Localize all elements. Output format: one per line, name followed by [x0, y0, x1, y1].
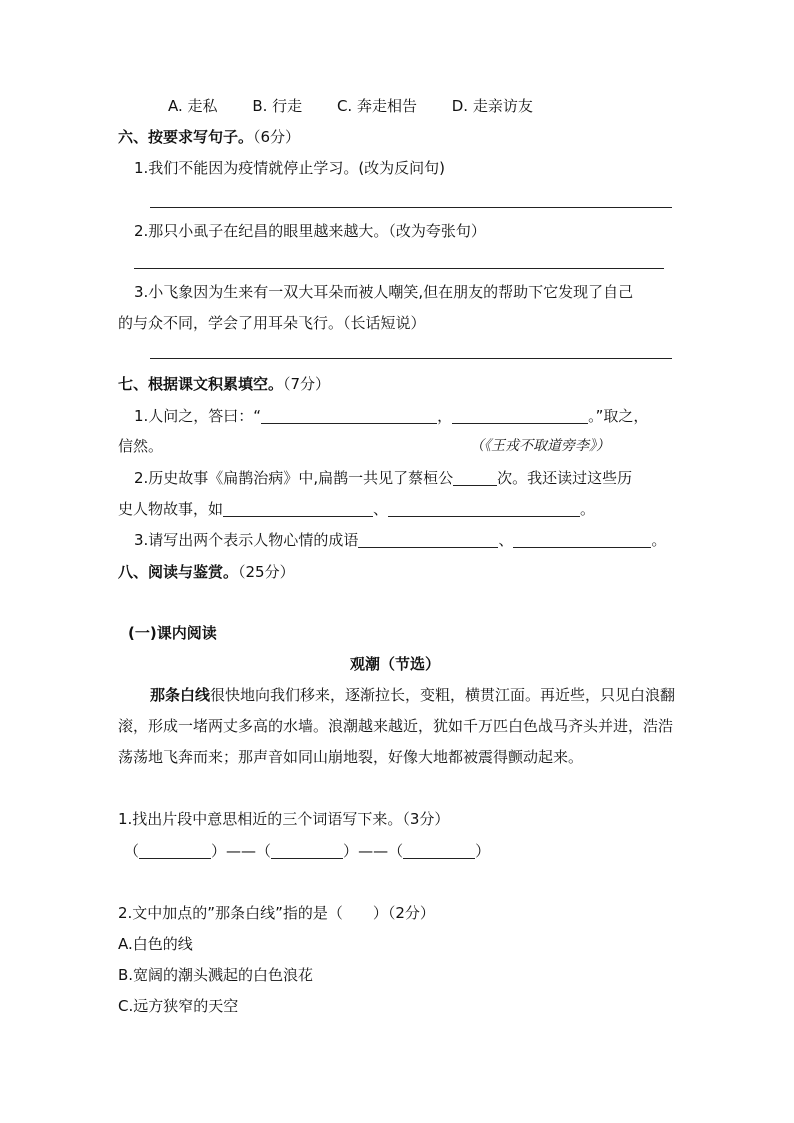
answer-line[interactable]: [134, 268, 664, 269]
blank[interactable]: [358, 532, 498, 548]
section-6-score: （6分）: [253, 128, 301, 146]
section-6-heading: [118, 130, 300, 145]
section-8-heading: [118, 565, 295, 580]
passage-text: 那条白线很快地向我们移来，逐渐拉长，变粗，横贯江面。再近些，只见白浪翻滚，形成一堵两丈多高的水墙。浪潮越来越近，犹如千万匹白色战马齐头并进，浩浩荡荡地飞奔而来；那声音如同山崩地裂，好像大地都被震得颤动起来。: [118, 686, 676, 766]
s7-question-2-line2: 史人物故事，如 、 。: [118, 500, 596, 518]
s6-question-2: 2.那只小虱子在纪昌的眼里越来越大。（改为夸张句）: [134, 222, 486, 240]
passage-keyword: 那条白线: [150, 686, 211, 704]
section-8-title: 八、阅读与鉴赏。: [118, 563, 239, 581]
section-8-score: （25分）: [238, 563, 295, 581]
choice-c: C.远方狭窄的天空: [118, 997, 239, 1015]
section-6-title: 六、按要求写句子。: [118, 128, 254, 146]
choice-b: B.宽阔的潮头溅起的白色浪花: [118, 966, 314, 984]
s7-question-1-line2: 信然。: [118, 437, 164, 455]
s6-question-3-line2: 的与众不同，学会了用耳朵飞行。（长话短说）: [118, 314, 426, 332]
option-c: C. 奔走相告: [336, 97, 417, 115]
option-b: B. 行走: [252, 97, 303, 115]
blank[interactable]: [139, 843, 211, 859]
s7-question-2: 2.历史故事《扁鹊治病》中,扁鹊一共见了蔡桓公 次。我还读过这些历: [134, 469, 633, 487]
blank[interactable]: [452, 408, 588, 424]
answer-line[interactable]: [150, 207, 672, 208]
blank[interactable]: [271, 843, 343, 859]
source-citation: （《王戎不取道旁李》）: [470, 438, 610, 454]
blank[interactable]: [223, 501, 373, 517]
passage-title: 观潮（节选）: [350, 655, 441, 673]
option-d: D. 走亲访友: [451, 97, 533, 115]
blank[interactable]: [388, 501, 580, 517]
q5-options: [168, 99, 563, 114]
choice-a: A.白色的线: [118, 935, 193, 953]
section-7-score: （7分）: [283, 375, 331, 393]
answer-line[interactable]: [150, 358, 672, 359]
blank[interactable]: [453, 470, 497, 486]
s6-question-1: 1.我们不能因为疫情就停止学习。(改为反问句): [134, 159, 446, 177]
section-7-heading: [118, 377, 330, 392]
section-7-title: 七、根据课文积累填空。: [118, 375, 284, 393]
option-a: A. 走私: [168, 97, 218, 115]
s8-question-1: 1.找出片段中意思相近的三个词语写下来。（3分）: [118, 810, 450, 828]
blank[interactable]: [513, 532, 651, 548]
s8-question-1-blanks: （ ）——（ ）——（ ）: [124, 842, 491, 860]
s8-question-2: 2.文中加点的”那条白线”指的是（ ）（2分）: [118, 904, 435, 922]
s7-question-1: 1.人问之，答曰：“ ， 。”取之，: [134, 407, 649, 425]
blank[interactable]: [403, 843, 475, 859]
blank[interactable]: [261, 408, 437, 424]
s7-question-3: 3.请写出两个表示人物心情的成语 、 。: [134, 531, 667, 549]
subsection-title: (一)课内阅读: [128, 624, 217, 642]
s6-question-3-line1: 3.小飞象因为生来有一双大耳朵而被人嘲笑,但在朋友的帮助下它发现了自己: [134, 283, 634, 301]
